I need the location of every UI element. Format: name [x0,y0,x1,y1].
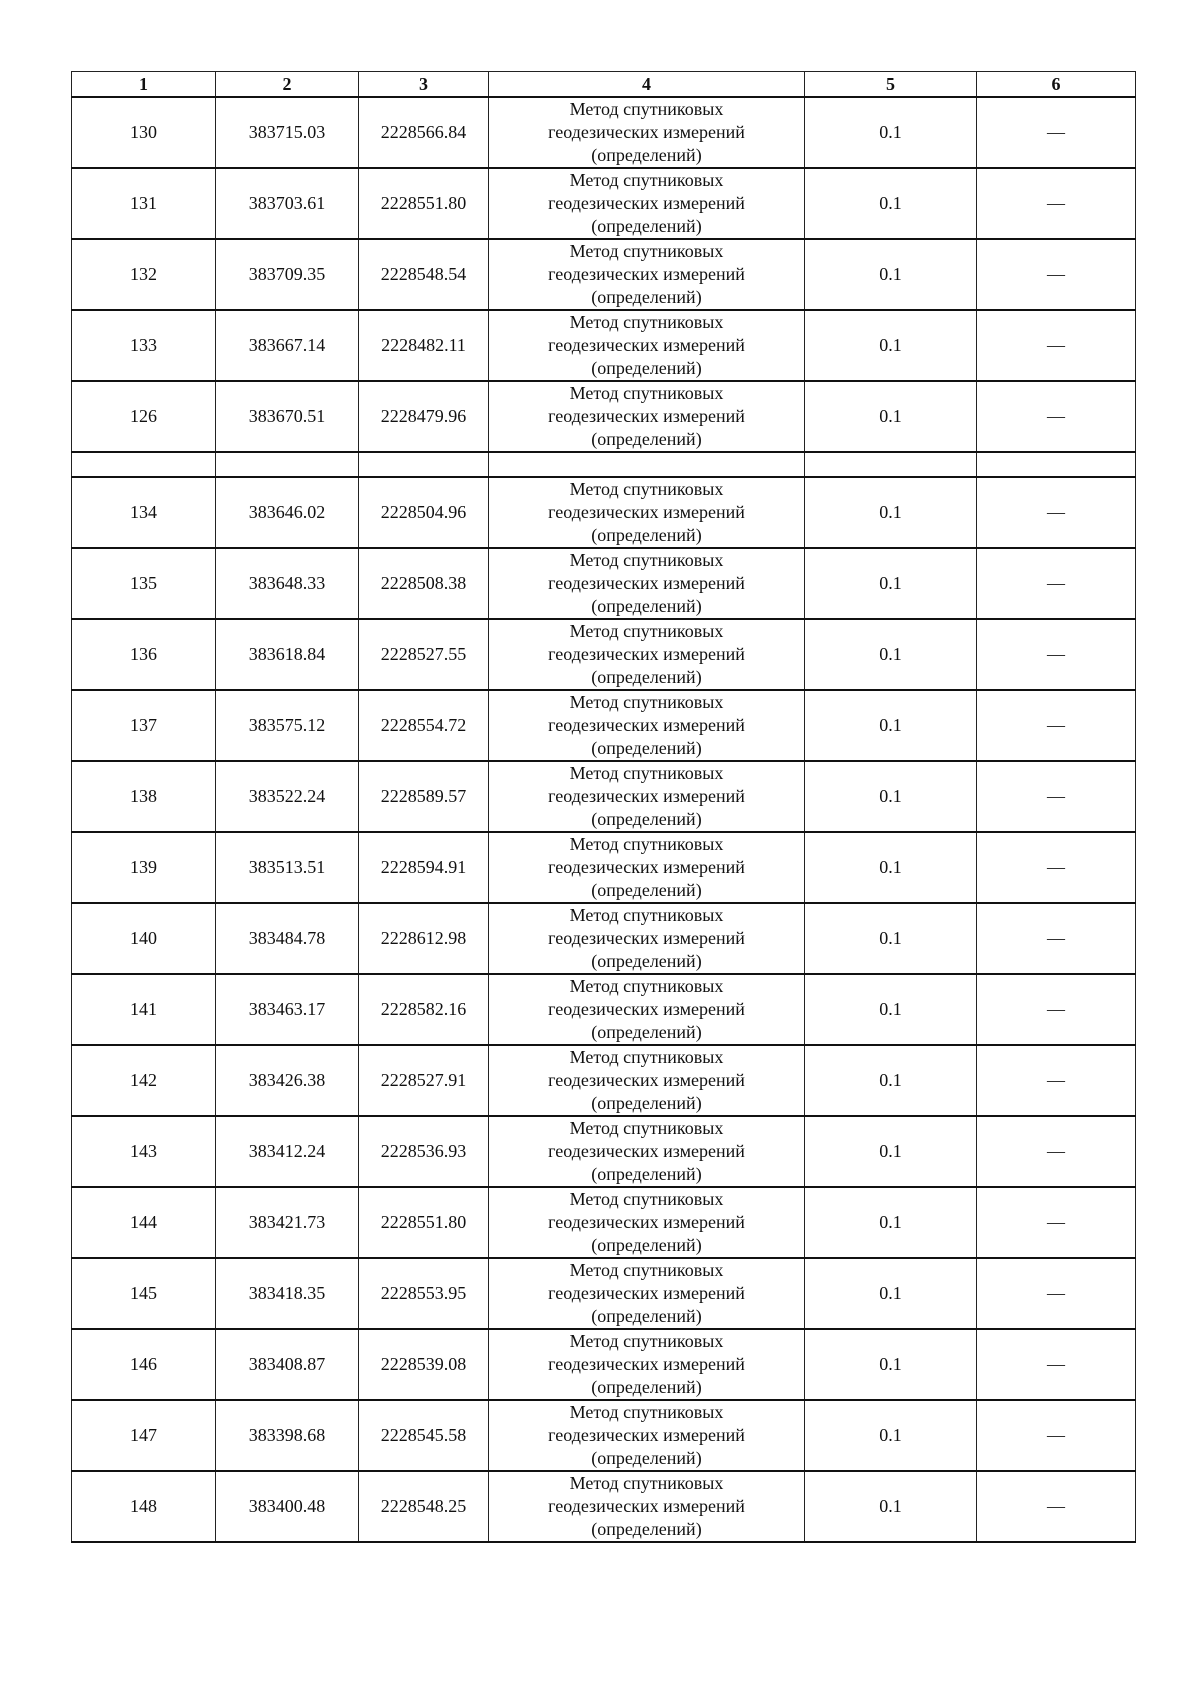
method-cell [489,974,805,1045]
table-row [72,168,1136,239]
y-coordinate-cell: 2228589.57 [359,761,489,832]
method-cell [489,832,805,903]
accuracy-cell: 0.1 [805,239,977,310]
empty-cell [359,452,489,477]
method-cell [489,690,805,761]
x-coordinate-cell: 383484.78 [216,903,359,974]
x-coordinate-cell: 383667.14 [216,310,359,381]
y-coordinate-cell: 2228582.16 [359,974,489,1045]
y-coordinate-cell: 2228479.96 [359,381,489,452]
method-cell [489,1116,805,1187]
method-cell [489,1471,805,1542]
method-cell [489,381,805,452]
method-cell [489,1045,805,1116]
x-coordinate-cell: 383418.35 [216,1258,359,1329]
note-cell: — [977,477,1136,548]
method-text: Метод спутниковых геодезических измерений (определений) [548,976,745,1042]
point-number-cell: 146 [72,1329,216,1400]
y-coordinate-cell: 2228536.93 [359,1116,489,1187]
document-page [71,71,1135,1543]
point-number-cell: 147 [72,1400,216,1471]
method-text: Метод спутниковых геодезических измерений (определений) [548,1047,745,1113]
column-header-6: 6 [977,72,1136,98]
y-coordinate-cell: 2228554.72 [359,690,489,761]
table-row [72,97,1136,168]
y-coordinate-cell: 2228594.91 [359,832,489,903]
y-coordinate-cell: 2228527.55 [359,619,489,690]
accuracy-cell: 0.1 [805,974,977,1045]
method-text: Метод спутниковых геодезических измерений (определений) [548,905,745,971]
note-cell: — [977,690,1136,761]
method-text: Метод спутниковых геодезических измерений (определений) [548,312,745,378]
accuracy-cell: 0.1 [805,690,977,761]
method-cell [489,310,805,381]
point-number-cell: 133 [72,310,216,381]
x-coordinate-cell: 383703.61 [216,168,359,239]
accuracy-cell: 0.1 [805,1187,977,1258]
table-row [72,477,1136,548]
method-text: Метод спутниковых геодезических измерений (определений) [548,1260,745,1326]
accuracy-cell: 0.1 [805,548,977,619]
x-coordinate-cell: 383421.73 [216,1187,359,1258]
empty-cell [216,452,359,477]
method-text: Метод спутниковых геодезических измерений (определений) [548,479,745,545]
point-number-cell: 143 [72,1116,216,1187]
accuracy-cell: 0.1 [805,1258,977,1329]
point-number-cell: 135 [72,548,216,619]
table-header-row [72,72,1136,98]
y-coordinate-cell: 2228551.80 [359,1187,489,1258]
note-cell: — [977,761,1136,832]
note-cell: — [977,1258,1136,1329]
y-coordinate-cell: 2228504.96 [359,477,489,548]
x-coordinate-cell: 383408.87 [216,1329,359,1400]
column-header-4: 4 [489,72,805,98]
table-row [72,832,1136,903]
x-coordinate-cell: 383398.68 [216,1400,359,1471]
point-number-cell: 145 [72,1258,216,1329]
x-coordinate-cell: 383426.38 [216,1045,359,1116]
accuracy-cell: 0.1 [805,477,977,548]
table-body [72,97,1136,1542]
point-number-cell: 130 [72,97,216,168]
method-cell [489,1258,805,1329]
table-row [72,1400,1136,1471]
x-coordinate-cell: 383646.02 [216,477,359,548]
accuracy-cell: 0.1 [805,1329,977,1400]
empty-cell [977,452,1136,477]
note-cell: — [977,168,1136,239]
empty-cell [489,452,805,477]
note-cell: — [977,1400,1136,1471]
x-coordinate-cell: 383412.24 [216,1116,359,1187]
table-row [72,690,1136,761]
method-text: Метод спутниковых геодезических измерений (определений) [548,834,745,900]
point-number-cell: 144 [72,1187,216,1258]
method-text: Метод спутниковых геодезических измерений (определений) [548,621,745,687]
point-number-cell: 131 [72,168,216,239]
table-row [72,381,1136,452]
note-cell: — [977,239,1136,310]
point-number-cell: 132 [72,239,216,310]
point-number-cell: 137 [72,690,216,761]
note-cell: — [977,619,1136,690]
column-header-1: 1 [72,72,216,98]
note-cell: — [977,1116,1136,1187]
note-cell: — [977,1045,1136,1116]
method-text: Метод спутниковых геодезических измерений (определений) [548,383,745,449]
method-cell [489,1187,805,1258]
table-row [72,619,1136,690]
method-cell [489,477,805,548]
point-number-cell: 134 [72,477,216,548]
point-number-cell: 140 [72,903,216,974]
point-number-cell: 148 [72,1471,216,1542]
note-cell: — [977,310,1136,381]
column-header-2: 2 [216,72,359,98]
empty-cell [72,452,216,477]
method-text: Метод спутниковых геодезических измерений (определений) [548,1331,745,1397]
y-coordinate-cell: 2228548.54 [359,239,489,310]
method-text: Метод спутниковых геодезических измерений (определений) [548,1402,745,1468]
table-row [72,1329,1136,1400]
accuracy-cell: 0.1 [805,310,977,381]
table-row-blank [72,452,1136,477]
x-coordinate-cell: 383575.12 [216,690,359,761]
note-cell: — [977,97,1136,168]
y-coordinate-cell: 2228612.98 [359,903,489,974]
y-coordinate-cell: 2228527.91 [359,1045,489,1116]
table-row [72,1471,1136,1542]
note-cell: — [977,548,1136,619]
note-cell: — [977,903,1136,974]
method-cell [489,1329,805,1400]
accuracy-cell: 0.1 [805,903,977,974]
x-coordinate-cell: 383618.84 [216,619,359,690]
method-cell [489,97,805,168]
x-coordinate-cell: 383522.24 [216,761,359,832]
method-cell [489,619,805,690]
x-coordinate-cell: 383709.35 [216,239,359,310]
method-text: Метод спутниковых геодезических измерений (определений) [548,763,745,829]
table-row [72,903,1136,974]
coordinates-table [71,71,1136,1543]
method-cell [489,1400,805,1471]
point-number-cell: 138 [72,761,216,832]
accuracy-cell: 0.1 [805,619,977,690]
point-number-cell: 139 [72,832,216,903]
method-text: Метод спутниковых геодезических измерений (определений) [548,170,745,236]
method-text: Метод спутниковых геодезических измерений (определений) [548,550,745,616]
accuracy-cell: 0.1 [805,761,977,832]
y-coordinate-cell: 2228566.84 [359,97,489,168]
method-text: Метод спутниковых геодезических измерений (определений) [548,99,745,165]
table-row [72,974,1136,1045]
y-coordinate-cell: 2228548.25 [359,1471,489,1542]
column-header-3: 3 [359,72,489,98]
note-cell: — [977,974,1136,1045]
table-row [72,239,1136,310]
column-header-5: 5 [805,72,977,98]
accuracy-cell: 0.1 [805,1116,977,1187]
accuracy-cell: 0.1 [805,1045,977,1116]
method-cell [489,548,805,619]
x-coordinate-cell: 383715.03 [216,97,359,168]
x-coordinate-cell: 383670.51 [216,381,359,452]
accuracy-cell: 0.1 [805,381,977,452]
note-cell: — [977,832,1136,903]
x-coordinate-cell: 383400.48 [216,1471,359,1542]
method-text: Метод спутниковых геодезических измерений (определений) [548,692,745,758]
method-text: Метод спутниковых геодезических измерений (определений) [548,241,745,307]
y-coordinate-cell: 2228508.38 [359,548,489,619]
method-text: Метод спутниковых геодезических измерений (определений) [548,1473,745,1539]
y-coordinate-cell: 2228545.58 [359,1400,489,1471]
table-row [72,1258,1136,1329]
accuracy-cell: 0.1 [805,1471,977,1542]
accuracy-cell: 0.1 [805,168,977,239]
method-text: Метод спутниковых геодезических измерений (определений) [548,1118,745,1184]
table-row [72,761,1136,832]
method-cell [489,239,805,310]
table-row [72,1187,1136,1258]
y-coordinate-cell: 2228553.95 [359,1258,489,1329]
method-cell [489,761,805,832]
note-cell: — [977,1471,1136,1542]
x-coordinate-cell: 383513.51 [216,832,359,903]
empty-cell [805,452,977,477]
point-number-cell: 142 [72,1045,216,1116]
method-text: Метод спутниковых геодезических измерений (определений) [548,1189,745,1255]
note-cell: — [977,1329,1136,1400]
accuracy-cell: 0.1 [805,97,977,168]
accuracy-cell: 0.1 [805,832,977,903]
point-number-cell: 136 [72,619,216,690]
x-coordinate-cell: 383648.33 [216,548,359,619]
method-cell [489,168,805,239]
y-coordinate-cell: 2228551.80 [359,168,489,239]
table-row [72,548,1136,619]
table-row [72,310,1136,381]
note-cell: — [977,1187,1136,1258]
y-coordinate-cell: 2228482.11 [359,310,489,381]
method-cell [489,903,805,974]
point-number-cell: 126 [72,381,216,452]
note-cell: — [977,381,1136,452]
table-row [72,1045,1136,1116]
point-number-cell: 141 [72,974,216,1045]
y-coordinate-cell: 2228539.08 [359,1329,489,1400]
table-row [72,1116,1136,1187]
x-coordinate-cell: 383463.17 [216,974,359,1045]
accuracy-cell: 0.1 [805,1400,977,1471]
